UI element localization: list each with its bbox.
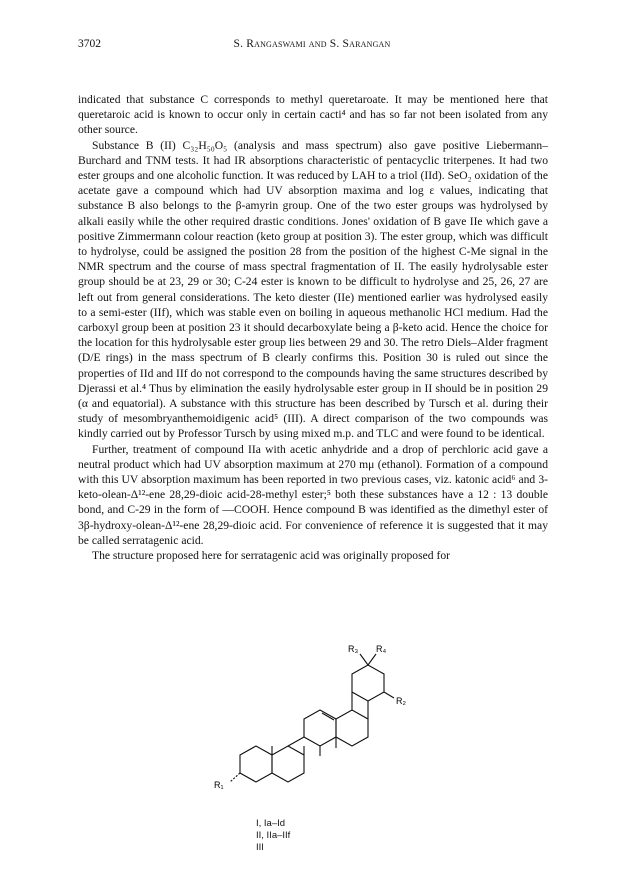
page-number: 3702 — [78, 38, 101, 50]
compound-label: I, Ia–Id — [256, 818, 286, 829]
page-header — [78, 38, 546, 54]
article-body — [78, 92, 548, 563]
running-title: S. Rangaswami and S. Sarangan — [233, 38, 391, 50]
ring-c — [304, 710, 336, 746]
paragraph-2: Substance B (II) C₃₂H₅₀O₅ (analysis and mass spectrum) also gave positive Liebermann–Burchard and TNM tests. It had IR absorptions characteristic of pentacyclic triterpenes. It had two ester groups and one alcoholic function. It was reduced by LAH to a triol (IId). SeO₂ oxidation of the acetate gave a compound which had UV absorption maxima and log ε values, indicating that substance B also belongs to the β-amyrin group. One of the two ester groups was hydrolysed by alkali easily while the other required drastic conditions. Jones' oxidation of B gave IIe which gave a positive Zimmermann colour reaction (keto group at position 3). The ester group, which was difficult to hydrolyse, could be assigned the position 28 from the position of the highest C-Me signal in the NMR spectrum and the course of mass spectral fragmentation of II. The easily hydrolysable ester group should be at 23, 29 or 30; C-24 ester is known to be difficult to hydrolyse and 25, 26, 27 are left out from general considerations. The keto diester (IIe) mentioned earlier was hydrolysed easily to a semi-ester (IIf), which was stable even on boiling in aqueous methanolic HCl medium. Had the carboxyl group been at position 23 it should decarboxylate being a β-keto acid. Hence the choice for the location for this hydrolysable ester group lies between 29 and 30. The retro Diels–Alder fragment (D/E rings) in the mass spectrum of B clearly confirms this. Position 30 is ruled out since the properties of IId and IIf do not correspond to the compounds having the same structures described by Djerassi et al.⁴ Thus by elimination the easily hydrolysable ester group in II should be in position 29 (α and equatorial). A substance with this structure has been described by Tursch et al. during their study of mesombryanthemoidigenic acid⁵ (III). A direct comparison of the two compounds was kindly carried out by Professor Tursch by using mixed m.p. and TLC and were found to be identical. — [78, 138, 548, 441]
ring-b — [272, 746, 304, 782]
pentacyclic-triterpene-structure — [210, 640, 450, 825]
r2-label: R₂ — [396, 696, 406, 706]
paragraph-3: Further, treatment of compound IIa with acetic anhydride and a drop of perchloric acid gave a neutral product which had UV absorption maximum at 270 mμ (ethanol). Formation of a compound with this UV absorption maximum has been reported in two previous cases, viz. katonic acid⁶ and 3-keto-olean-Δ¹²-ene 28,29-dioic acid-28-methyl ester;⁵ both these substances have a 12 : 13 double bond, and C-29 in the form of —COOH. Hence compound B was identified as the dimethyl ester of 3β-hydroxy-olean-Δ¹²-ene 28,29-dioic acid. For convenience of reference it is suggested that it may be called serratagenic acid. — [78, 442, 548, 547]
ring-a — [240, 746, 272, 782]
compound-label: III — [256, 842, 264, 853]
paragraph-4: The structure proposed here for serratagenic acid was originally proposed for — [92, 549, 450, 563]
compound-labels — [256, 818, 290, 854]
r4-label: R₄ — [376, 644, 387, 654]
structure-figure — [210, 640, 450, 860]
paragraph-1: indicated that substance C corresponds to methyl queretaroate. It may be mentioned here that queretaroic acid is known to occur only in certain cacti⁴ and has so far not been isolated from any other source. — [78, 93, 548, 137]
ring-e — [352, 665, 384, 701]
r1-label: R₁ — [214, 780, 224, 790]
r3-label: R₃ — [348, 644, 359, 654]
ring-d — [336, 710, 368, 746]
compound-label: II, IIa–IIf — [256, 830, 291, 841]
